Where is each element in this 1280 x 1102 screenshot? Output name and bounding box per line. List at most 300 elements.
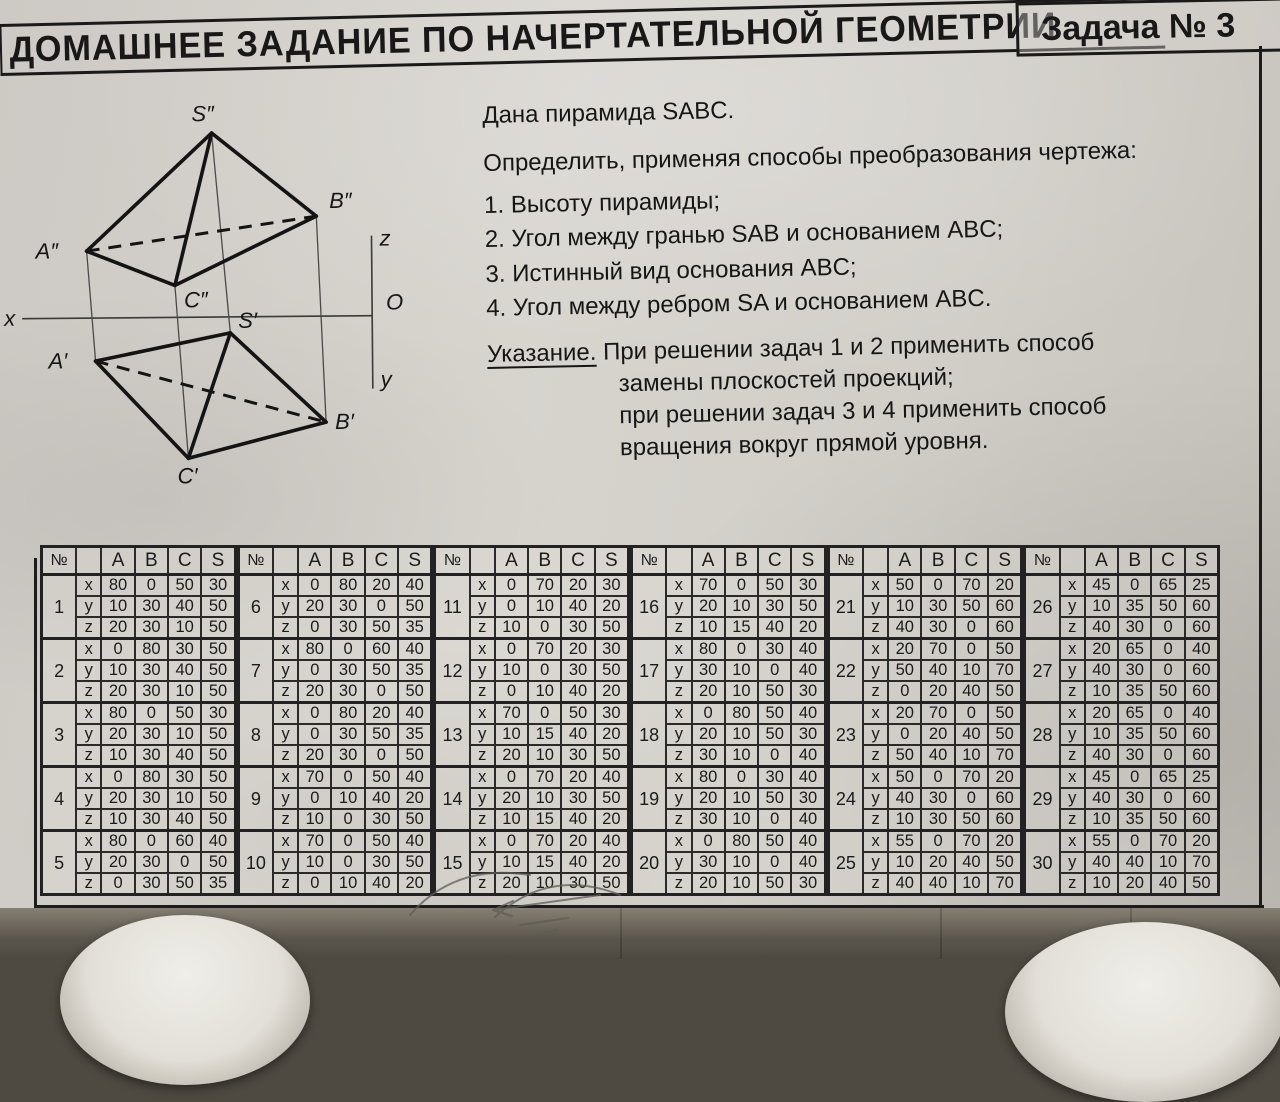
coord-value-cell: 20 (692, 873, 725, 895)
coord-label-cell: y (1060, 724, 1085, 745)
frontal-projection-edges (86, 132, 317, 286)
coord-value-cell: 70 (955, 831, 988, 853)
table-header-row (1025, 547, 1219, 575)
coord-label-cell: z (1060, 809, 1085, 831)
number-column-header: № (238, 547, 273, 575)
coord-value-cell: 0 (1118, 831, 1151, 853)
coord-value-cell: 10 (955, 873, 988, 895)
coord-value-cell: 40 (561, 596, 594, 617)
coord-value-cell: 50 (201, 596, 235, 617)
coord-value-cell: 70 (528, 639, 561, 661)
coord-label-cell: y (76, 660, 101, 681)
coord-value-cell: 30 (201, 575, 235, 597)
coord-value-cell: 0 (955, 639, 988, 661)
coord-label-cell: z (666, 681, 691, 703)
coord-value-cell: 50 (758, 681, 791, 703)
table-header-row (828, 547, 1022, 575)
coord-value-cell: 40 (1085, 745, 1118, 767)
variant-number-cell: 28 (1025, 703, 1060, 767)
coord-value-cell: 30 (595, 703, 629, 725)
coord-value-cell: 40 (561, 809, 594, 831)
variant-row (632, 703, 826, 725)
variant-row (1025, 703, 1219, 725)
coord-value-cell: 60 (1185, 809, 1219, 831)
point-label-s2: S″ (191, 101, 214, 127)
coord-value-cell: 40 (758, 617, 791, 639)
coord-value-cell: 30 (692, 809, 725, 831)
coord-value-cell: 0 (1151, 788, 1184, 809)
coord-value-cell: 65 (1118, 703, 1151, 725)
variant-number-cell: 7 (238, 639, 273, 703)
coord-value-cell: 15 (725, 617, 758, 639)
note-label: Указание. (486, 338, 597, 368)
coord-value-cell: 80 (298, 639, 331, 661)
coord-value-cell: 50 (955, 596, 988, 617)
coord-value-cell: 70 (955, 767, 988, 789)
coord-value-cell: 0 (135, 575, 168, 597)
coord-value-cell: 30 (791, 575, 825, 597)
coord-value-cell: 0 (495, 596, 528, 617)
point-label-a2: A″ (35, 238, 59, 264)
coord-column-header (863, 547, 888, 575)
point-label-b2: B″ (329, 187, 352, 214)
coord-value-cell: 60 (1185, 745, 1219, 767)
coord-value-cell: 30 (692, 660, 725, 681)
note-line-2: замены плоскостей проекций; (618, 363, 954, 398)
coord-value-cell: 40 (398, 767, 432, 789)
coord-label-cell: z (76, 809, 101, 831)
variant-row (238, 767, 432, 789)
coord-label-cell: y (470, 788, 495, 809)
coord-value-cell: 30 (168, 767, 201, 789)
point-label-b1: B′ (334, 408, 355, 434)
coord-value-cell: 50 (1151, 724, 1184, 745)
coord-value-cell: 50 (758, 873, 791, 895)
coord-value-cell: 70 (988, 660, 1022, 681)
coord-label-cell: y (273, 788, 298, 809)
coord-label-cell: z (76, 873, 101, 895)
coord-value-cell: 50 (365, 767, 398, 789)
coord-value-cell: 20 (298, 745, 331, 767)
coord-label-cell: x (1060, 575, 1085, 597)
coord-value-cell: 10 (1085, 724, 1118, 745)
coord-value-cell: 50 (201, 681, 235, 703)
sheet-border-right (1259, 46, 1262, 908)
coord-value-cell: 40 (1085, 788, 1118, 809)
coord-label-cell: z (273, 809, 298, 831)
coord-label-cell: z (470, 681, 495, 703)
coord-value-cell: 20 (1085, 639, 1118, 661)
coord-label-cell: x (666, 575, 691, 597)
coord-value-cell: 30 (1118, 617, 1151, 639)
coord-value-cell: 30 (561, 745, 594, 767)
coord-value-cell: 50 (168, 873, 201, 895)
coord-value-cell: 30 (921, 617, 954, 639)
coord-value-cell: 10 (495, 617, 528, 639)
coord-value-cell: 30 (331, 745, 364, 767)
coord-value-cell: 20 (561, 767, 594, 789)
coord-value-cell: 40 (921, 873, 954, 895)
coord-value-cell: 0 (758, 660, 791, 681)
coord-value-cell: 30 (791, 788, 825, 809)
coord-value-cell: 10 (495, 724, 528, 745)
coord-value-cell: 35 (1118, 724, 1151, 745)
coord-value-cell: 30 (365, 809, 398, 831)
coord-value-cell: 20 (692, 681, 725, 703)
coord-value-cell: 20 (365, 575, 398, 597)
sheet-border-left (34, 558, 37, 908)
coord-value-cell: 0 (331, 639, 364, 661)
variant-row (632, 639, 826, 661)
coord-value-cell: 50 (201, 660, 235, 681)
coord-column-header (470, 547, 495, 575)
coord-value-cell: 30 (692, 852, 725, 873)
coord-value-cell: 10 (331, 873, 364, 895)
coord-value-cell: 40 (398, 575, 432, 597)
coord-value-cell: 50 (398, 809, 432, 831)
coord-label-cell: y (1060, 788, 1085, 809)
coord-value-cell: 60 (1185, 724, 1219, 745)
coord-value-cell: 0 (495, 639, 528, 661)
coord-value-cell: 10 (528, 596, 561, 617)
coord-value-cell: 30 (168, 639, 201, 661)
coord-value-cell: 20 (101, 788, 134, 809)
coord-value-cell: 0 (135, 831, 168, 853)
coord-value-cell: 80 (692, 767, 725, 789)
coord-value-cell: 0 (298, 788, 331, 809)
coord-value-cell: 50 (888, 767, 921, 789)
variant-row (42, 767, 236, 789)
coord-value-cell: 40 (168, 745, 201, 767)
coord-value-cell: 30 (561, 660, 594, 681)
number-column-header: № (632, 547, 667, 575)
variant-number-cell: 26 (1025, 575, 1060, 639)
coord-value-cell: 0 (1118, 575, 1151, 597)
coord-value-cell: 50 (988, 703, 1022, 725)
coord-value-cell: 60 (1185, 788, 1219, 809)
coord-label-cell: y (470, 852, 495, 873)
coord-value-cell: 10 (528, 745, 561, 767)
point-column-header: B (1118, 547, 1151, 575)
coord-value-cell: 30 (1118, 745, 1151, 767)
note-line-1: При решении задач 1 и 2 применить способ (602, 328, 1095, 366)
coord-value-cell: 30 (135, 745, 168, 767)
coord-label-cell: z (1060, 681, 1085, 703)
variant-row (828, 639, 1022, 661)
coord-value-cell: 0 (1118, 767, 1151, 789)
coord-value-cell: 50 (758, 575, 791, 597)
coord-label-cell: x (273, 639, 298, 661)
coord-value-cell: 30 (758, 596, 791, 617)
coord-value-cell: 30 (1118, 660, 1151, 681)
coord-value-cell: 0 (758, 809, 791, 831)
variant-number-cell: 29 (1025, 767, 1060, 831)
coord-value-cell: 20 (1085, 703, 1118, 725)
variant-number-cell: 21 (828, 575, 863, 639)
coord-value-cell: 50 (595, 745, 629, 767)
coord-value-cell: 20 (692, 724, 725, 745)
coord-value-cell: 10 (888, 809, 921, 831)
variant-row (828, 831, 1022, 853)
coord-value-cell: 80 (135, 767, 168, 789)
variant-row (238, 639, 432, 661)
coord-value-cell: 50 (201, 852, 235, 873)
coord-value-cell: 10 (1085, 681, 1118, 703)
variant-number-cell: 27 (1025, 639, 1060, 703)
coord-label-cell: z (273, 681, 298, 703)
variant-row (435, 575, 629, 597)
coord-value-cell: 20 (495, 745, 528, 767)
coord-value-cell: 35 (1118, 681, 1151, 703)
coord-label-cell: y (666, 596, 691, 617)
coord-value-cell: 30 (135, 724, 168, 745)
coord-value-cell: 40 (1085, 617, 1118, 639)
coord-value-cell: 50 (595, 788, 629, 809)
task-intro: Определить, применяя способы преобразования чертежа: (483, 137, 1138, 178)
axis-label-z: z (379, 225, 391, 251)
coord-value-cell: 0 (331, 809, 364, 831)
coord-value-cell: 20 (561, 639, 594, 661)
task-item-4: 4. Угол между ребром SA и основанием ABC. (485, 284, 992, 322)
variant-number-cell: 2 (42, 639, 77, 703)
coord-label-cell: z (76, 681, 101, 703)
variants-table (1023, 545, 1220, 896)
coord-value-cell: 40 (561, 724, 594, 745)
coord-label-cell: y (470, 660, 495, 681)
coord-value-cell: 0 (135, 703, 168, 725)
coord-value-cell: 50 (888, 575, 921, 597)
coord-value-cell: 40 (398, 831, 432, 853)
coord-label-cell: x (666, 639, 691, 661)
coord-value-cell: 10 (495, 660, 528, 681)
coord-value-cell: 30 (921, 596, 954, 617)
task-note (487, 323, 1259, 467)
coord-value-cell: 50 (398, 852, 432, 873)
coord-value-cell: 40 (1185, 639, 1219, 661)
coord-value-cell: 50 (988, 724, 1022, 745)
variant-number-cell: 10 (238, 831, 273, 895)
coord-value-cell: 10 (298, 852, 331, 873)
coord-value-cell: 65 (1118, 639, 1151, 661)
coord-value-cell: 35 (1118, 596, 1151, 617)
coord-value-cell: 0 (298, 575, 331, 597)
coord-label-cell: z (863, 873, 888, 895)
coord-value-cell: 20 (888, 703, 921, 725)
variant-row (435, 703, 629, 725)
variants-table (827, 545, 1024, 896)
point-column-header: S (398, 547, 432, 575)
coord-label-cell: y (666, 788, 691, 809)
coord-value-cell: 60 (1185, 617, 1219, 639)
coord-value-cell: 40 (921, 745, 954, 767)
variant-row (435, 639, 629, 661)
point-label-s1: S′ (238, 307, 258, 333)
coord-value-cell: 0 (365, 596, 398, 617)
coord-label-cell: z (470, 809, 495, 831)
coord-value-cell: 30 (365, 852, 398, 873)
point-column-header: B (528, 547, 561, 575)
coord-value-cell: 30 (758, 767, 791, 789)
coord-value-cell: 60 (988, 809, 1022, 831)
coord-value-cell: 30 (791, 681, 825, 703)
coord-label-cell: z (666, 617, 691, 639)
coord-label-cell: x (76, 703, 101, 725)
variant-number-cell: 19 (632, 767, 667, 831)
task-items (484, 175, 1257, 325)
coord-value-cell: 25 (1185, 767, 1219, 789)
coord-value-cell: 80 (135, 639, 168, 661)
coord-label-cell: x (273, 831, 298, 853)
coord-value-cell: 10 (101, 596, 134, 617)
coord-value-cell: 20 (101, 681, 134, 703)
coord-value-cell: 10 (331, 788, 364, 809)
coord-value-cell: 80 (725, 703, 758, 725)
coord-value-cell: 20 (988, 767, 1022, 789)
coord-value-cell: 65 (1151, 575, 1184, 597)
coord-value-cell: 20 (495, 788, 528, 809)
coord-value-cell: 0 (331, 831, 364, 853)
coord-value-cell: 30 (331, 660, 364, 681)
coord-label-cell: x (863, 575, 888, 597)
point-column-header: A (888, 547, 921, 575)
coord-value-cell: 10 (168, 681, 201, 703)
coord-value-cell: 20 (595, 852, 629, 873)
coord-value-cell: 40 (888, 617, 921, 639)
pyramid-projection-diagram (0, 83, 442, 507)
variant-number-cell: 5 (42, 831, 77, 895)
point-column-header: A (1085, 547, 1118, 575)
coord-label-cell: y (76, 788, 101, 809)
point-column-header: S (791, 547, 825, 575)
variant-row (42, 575, 236, 597)
variants-table (40, 545, 237, 896)
coord-value-cell: 10 (495, 852, 528, 873)
point-column-header: S (1185, 547, 1219, 575)
coord-value-cell: 10 (168, 724, 201, 745)
coord-label-cell: x (863, 831, 888, 853)
page-title: ДОМАШНЕЕ ЗАДАНИЕ ПО НАЧЕРТАТЕЛЬНОЙ ГЕОМЕТРИИ (9, 4, 1058, 70)
variant-row (1025, 575, 1219, 597)
table-header-row (435, 547, 629, 575)
coord-value-cell: 40 (791, 852, 825, 873)
coord-value-cell: 35 (398, 617, 432, 639)
coord-value-cell: 50 (168, 575, 201, 597)
coord-value-cell: 20 (988, 831, 1022, 853)
coord-value-cell: 50 (1185, 873, 1219, 895)
coord-value-cell: 40 (398, 639, 432, 661)
coord-value-cell: 0 (101, 767, 134, 789)
coord-value-cell: 20 (595, 724, 629, 745)
coord-value-cell: 60 (1185, 596, 1219, 617)
coord-label-cell: x (1060, 703, 1085, 725)
coord-value-cell: 0 (955, 617, 988, 639)
coord-value-cell: 50 (791, 596, 825, 617)
coord-value-cell: 40 (398, 703, 432, 725)
coord-value-cell: 40 (168, 660, 201, 681)
coord-label-cell: x (470, 767, 495, 789)
coord-value-cell: 80 (725, 831, 758, 853)
variant-number-cell: 8 (238, 703, 273, 767)
number-column-header: № (828, 547, 863, 575)
task-given: Дана пирамида SABC. (482, 96, 735, 129)
table-header-row (238, 547, 432, 575)
coord-value-cell: 50 (398, 681, 432, 703)
coord-value-cell: 0 (495, 767, 528, 789)
coord-value-cell: 50 (201, 745, 235, 767)
coord-label-cell: z (863, 617, 888, 639)
coord-value-cell: 0 (955, 703, 988, 725)
point-label-c1: C′ (177, 463, 198, 489)
coord-value-cell: 35 (398, 724, 432, 745)
coord-label-cell: y (273, 596, 298, 617)
table-header-row (42, 547, 236, 575)
header-band (0, 0, 1165, 76)
variant-number-cell: 22 (828, 639, 863, 703)
coord-value-cell: 10 (168, 617, 201, 639)
coord-label-cell: x (76, 639, 101, 661)
coord-value-cell: 0 (298, 660, 331, 681)
variant-number-cell: 9 (238, 767, 273, 831)
coord-value-cell: 50 (398, 745, 432, 767)
round-object-right (1005, 922, 1280, 1102)
coord-label-cell: y (76, 724, 101, 745)
variant-number-cell: 25 (828, 831, 863, 895)
coord-value-cell: 80 (692, 639, 725, 661)
coord-value-cell: 10 (725, 596, 758, 617)
coord-label-cell: z (863, 681, 888, 703)
coord-label-cell: x (863, 703, 888, 725)
task-item-3: 3. Истинный вид основания ABC; (485, 253, 857, 288)
point-column-header: C (168, 547, 201, 575)
point-column-header: S (201, 547, 235, 575)
coord-value-cell: 70 (298, 767, 331, 789)
task-item-2: 2. Угол между гранью SAB и основанием ABC; (484, 216, 1004, 254)
coord-value-cell: 60 (365, 639, 398, 661)
coord-label-cell: z (76, 745, 101, 767)
fold-line (940, 908, 942, 959)
point-column-header: B (135, 547, 168, 575)
coord-value-cell: 30 (135, 788, 168, 809)
variant-row (828, 767, 1022, 789)
point-column-header: C (758, 547, 791, 575)
variant-number-cell: 24 (828, 767, 863, 831)
coord-value-cell: 40 (791, 703, 825, 725)
coord-value-cell: 20 (595, 596, 629, 617)
coord-value-cell: 10 (692, 617, 725, 639)
coord-value-cell: 0 (921, 767, 954, 789)
variant-number-cell: 23 (828, 703, 863, 767)
point-column-header: S (595, 547, 629, 575)
coord-label-cell: y (666, 660, 691, 681)
variant-row (632, 831, 826, 853)
coord-value-cell: 50 (561, 703, 594, 725)
coord-value-cell: 40 (365, 788, 398, 809)
coord-value-cell: 40 (791, 660, 825, 681)
coord-value-cell: 0 (1151, 703, 1184, 725)
coord-value-cell: 20 (1118, 873, 1151, 895)
variant-number-cell: 14 (435, 767, 470, 831)
coord-value-cell: 20 (988, 575, 1022, 597)
coord-value-cell: 30 (692, 745, 725, 767)
coord-value-cell: 30 (331, 724, 364, 745)
coord-value-cell: 40 (365, 873, 398, 895)
coord-value-cell: 15 (528, 809, 561, 831)
coord-label-cell: y (863, 660, 888, 681)
coord-value-cell: 30 (791, 724, 825, 745)
coord-value-cell: 20 (561, 831, 594, 853)
coord-value-cell: 35 (201, 873, 235, 895)
variant-row (238, 831, 432, 853)
